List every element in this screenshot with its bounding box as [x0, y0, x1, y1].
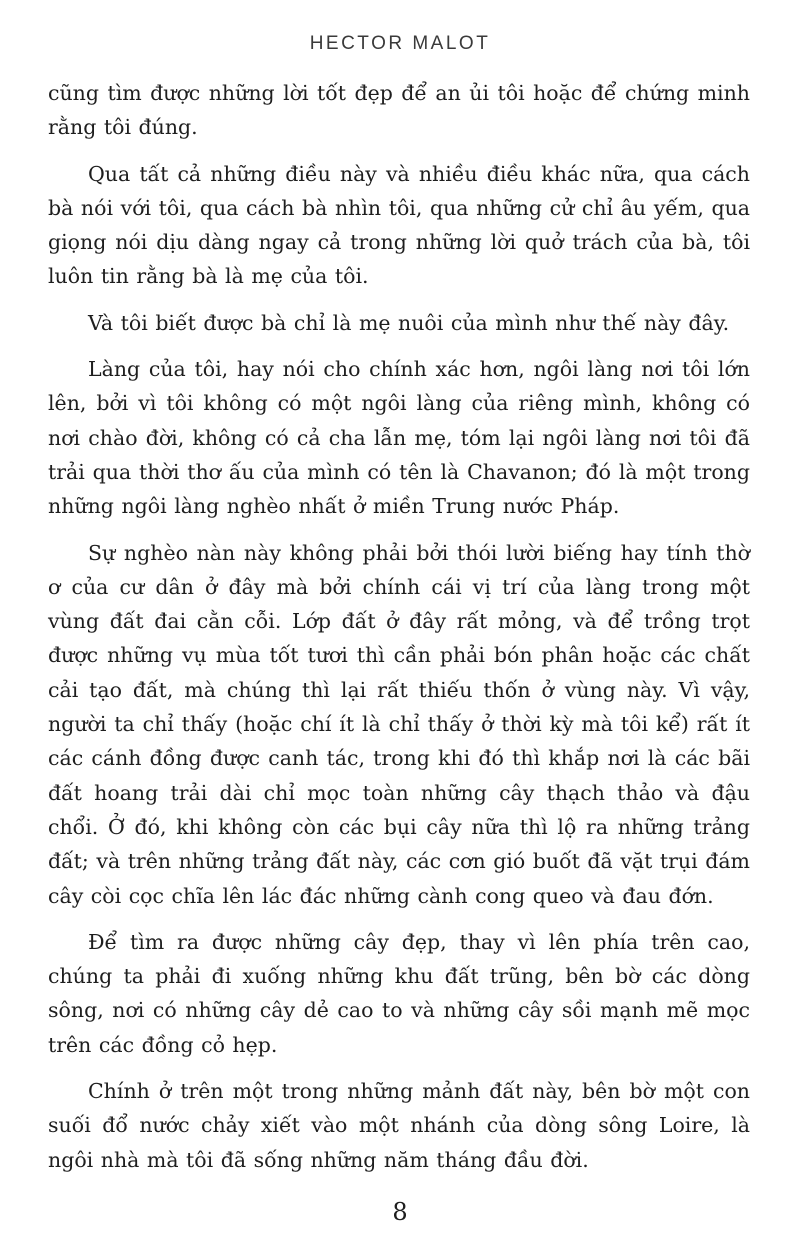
paragraph: Để tìm ra được những cây đẹp, thay vì lên phía trên cao, chúng ta phải đi xuống những khu đất trũng, bên bờ các dòng sông, nơi có những cây dẻ cao to và những cây sồi mạnh mẽ mọc trên các đồng cỏ hẹp. — [48, 929, 750, 1057]
paragraph: Và tôi biết được bà chỉ là mẹ nuôi của mình như thế này đây. — [88, 310, 730, 335]
paragraph: Sự nghèo nàn này không phải bởi thói lười biếng hay tính thờ ơ của cư dân ở đây mà bởi chính cái vị trí của làng trong một vùng đất đai cằn cỗi. Lớp đất ở đây rất mỏng, và để trồng trọt được những vụ mùa tốt tươi thì cần phải bón phân hoặc các chất cải tạo đất, mà chúng thì lại rất thiếu thốn ở vùng này. Vì vậy, người ta chỉ thấy (hoặc chí ít là chỉ thấy ở thời kỳ mà tôi kể) rất ít các cánh đồng được canh tác, trong khi đó thì khắp nơi là các bãi đất hoang trải dài chỉ mọc toàn những cây thạch thảo và đậu chổi. Ở đó, khi không còn các bụi cây nữa thì lộ ra những trảng đất; và trên những trảng đất này, các cơn gió buốt đã vặt trụi đám cây còi cọc chĩa lên lác đác những cành cong queo và đau đớn. — [48, 540, 750, 908]
paragraph: Chính ở trên một trong những mảnh đất này, bên bờ một con suối đổ nước chảy xiết vào một nhánh của dòng sông Loire, là ngôi nhà mà tôi đã sống những năm tháng đầu đời. — [48, 1079, 750, 1172]
body-text — [48, 76, 750, 1189]
paragraph: Qua tất cả những điều này và nhiều điều khác nữa, qua cách bà nói với tôi, qua cách bà nhìn tôi, qua những cử chỉ âu yếm, qua giọng nói dịu dàng ngay cả trong những lời quở trách của bà, tôi luôn tin rằng bà là mẹ của tôi. — [48, 161, 750, 289]
paragraph: Làng của tôi, hay nói cho chính xác hơn, ngôi làng nơi tôi lớn lên, bởi vì tôi không có một ngôi làng của riêng mình, không có nơi chào đời, không có cả cha lẫn mẹ, tóm lại ngôi làng nơi tôi đã trải qua thời thơ ấu của mình có tên là Chavanon; đó là một trong những ngôi làng nghèo nhất ở miền Trung nước Pháp. — [48, 357, 750, 519]
page-number: 8 — [392, 1198, 408, 1226]
running-header: HECTOR MALOT — [309, 33, 491, 54]
paragraph-continuation: cũng tìm được những lời tốt đẹp để an ủi tôi hoặc để chứng minh rằng tôi đúng. — [48, 81, 750, 140]
